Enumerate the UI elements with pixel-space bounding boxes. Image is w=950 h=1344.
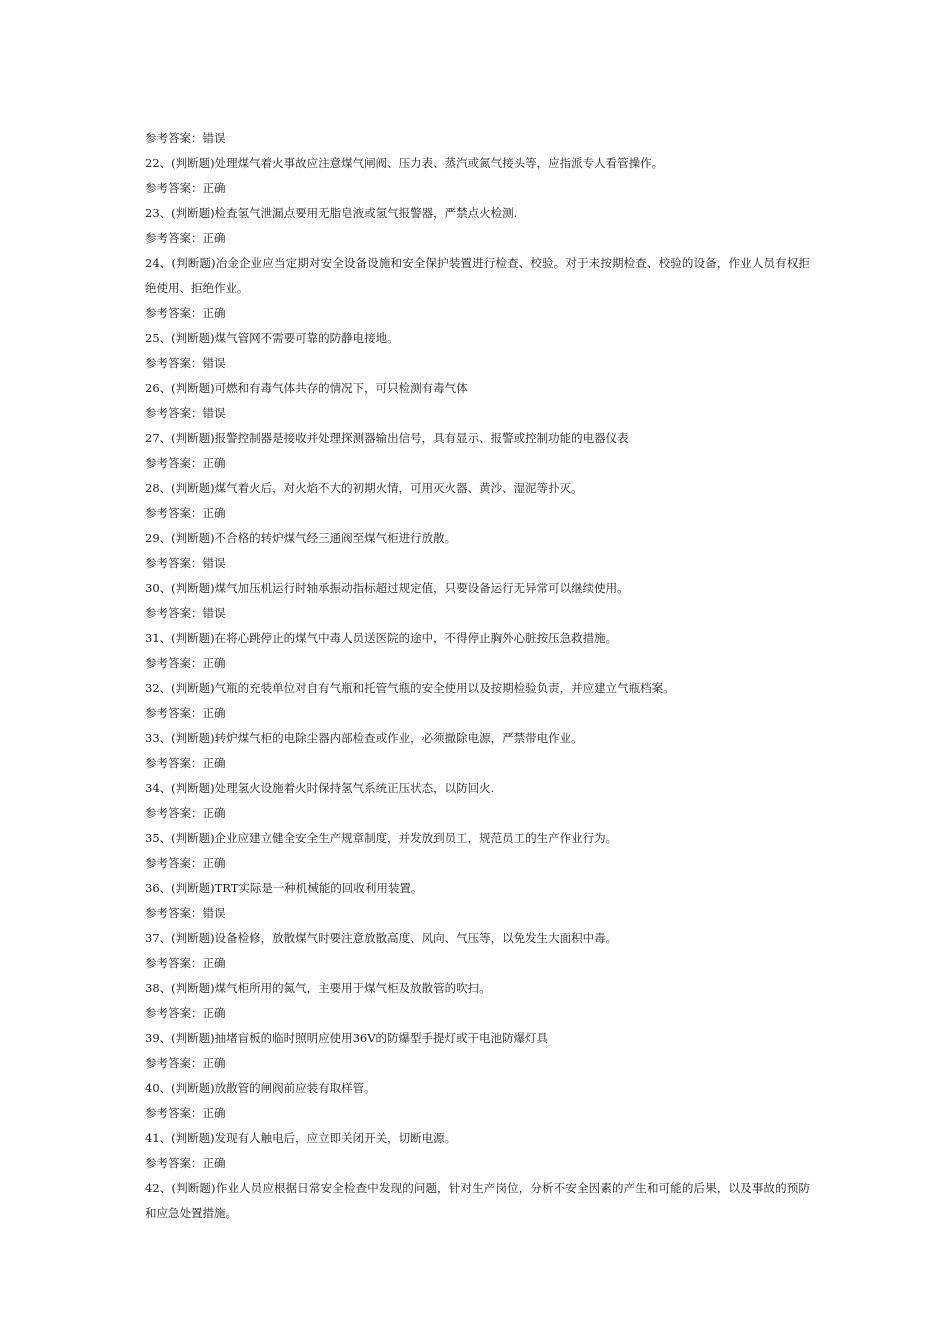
answer-line: 参考答案：错误 <box>145 131 226 145</box>
question-42: 42、(判断题)作业人员应根据日常安全检查中发现的问题，针对生产岗位，分析不安全因素的产生和可能的后果，以及事故的预防和应急处置措施。 <box>145 1181 810 1220</box>
answer-37: 参考答案：正确 <box>145 956 226 970</box>
question-23: 23、(判断题)检查氢气泄漏点要用无脂皂液或氢气报警器，严禁点火检测. <box>145 206 518 220</box>
answer-28: 参考答案：正确 <box>145 506 226 520</box>
answer-31: 参考答案：正确 <box>145 656 226 670</box>
question-38: 38、(判断题)煤气柜所用的氮气，主要用于煤气柜及放散管的吹扫。 <box>145 981 491 995</box>
answer-40: 参考答案：正确 <box>145 1106 226 1120</box>
answer-32: 参考答案：正确 <box>145 706 226 720</box>
answer-24: 参考答案：正确 <box>145 306 226 320</box>
question-24: 24、(判断题)冶金企业应当定期对安全设备设施和安全保护装置进行检查、校验。对于未按期检查、校验的设备，作业人员有权拒绝使用、拒绝作业。 <box>145 256 810 295</box>
question-34: 34、(判断题)处理氢火设施着火时保持氢气系统正压状态，以防回火. <box>145 781 495 795</box>
question-30: 30、(判断题)煤气加压机运行时轴承振动指标超过规定值，只要设备运行无异常可以继续使用。 <box>145 581 629 595</box>
question-31: 31、(判断题)在将心跳停止的煤气中毒人员送医院的途中，不得停止胸外心脏按压急救措施。 <box>145 631 618 645</box>
question-28: 28、(判断题)煤气着火后，对火焰不大的初期火情，可用灭火器、黄沙、湿泥等扑灭。 <box>145 481 583 495</box>
answer-27: 参考答案：正确 <box>145 456 226 470</box>
question-29: 29、(判断题)不合格的转炉煤气经三通阀至煤气柜进行放散。 <box>145 531 457 545</box>
answer-35: 参考答案：正确 <box>145 856 226 870</box>
answer-25: 参考答案：错误 <box>145 356 226 370</box>
answer-41: 参考答案：正确 <box>145 1156 226 1170</box>
answer-33: 参考答案：正确 <box>145 756 226 770</box>
question-26: 26、(判断题)可燃和有毒气体共存的情况下，可只检测有毒气体 <box>145 381 468 395</box>
answer-29: 参考答案：错误 <box>145 556 226 570</box>
question-35: 35、(判断题)企业应建立健全安全生产规章制度，并发放到员工，规范员工的生产作业行为。 <box>145 831 618 845</box>
question-27: 27、(判断题)报警控制器是接收并处理探测器输出信号，具有显示、报警或控制功能的电器仪表 <box>145 431 629 445</box>
answer-23: 参考答案：正确 <box>145 231 226 245</box>
question-32: 32、(判断题)气瓶的充装单位对自有气瓶和托管气瓶的安全使用以及按期检验负责，并应建立气瓶档案。 <box>145 681 675 695</box>
answer-38: 参考答案：正确 <box>145 1006 226 1020</box>
answer-26: 参考答案：错误 <box>145 406 226 420</box>
answer-22: 参考答案：正确 <box>145 181 226 195</box>
question-39: 39、(判断题)抽堵盲板的临时照明应使用36V的防爆型手提灯或干电池防爆灯具 <box>145 1031 549 1045</box>
question-36: 36、(判断题)TRT实际是一种机械能的回收利用装置。 <box>145 881 423 895</box>
question-list <box>145 126 810 1226</box>
question-41: 41、(判断题)发现有人触电后，应立即关闭开关，切断电源。 <box>145 1131 457 1145</box>
answer-39: 参考答案：正确 <box>145 1056 226 1070</box>
question-25: 25、(判断题)煤气管网不需要可靠的防静电接地。 <box>145 331 399 345</box>
question-22: 22、(判断题)处理煤气着火事故应注意煤气闸阀、压力表、蒸汽或氮气接头等，应指派专人看管操作。 <box>145 156 664 170</box>
question-37: 37、(判断题)设备检修，放散煤气时要注意放散高度、风向、气压等，以免发生大面积中毒。 <box>145 931 618 945</box>
question-40: 40、(判断题)放散管的闸阀前应装有取样管。 <box>145 1081 376 1095</box>
answer-30: 参考答案：错误 <box>145 606 226 620</box>
answer-34: 参考答案：正确 <box>145 806 226 820</box>
answer-36: 参考答案：错误 <box>145 906 226 920</box>
question-33: 33、(判断题)转炉煤气柜的电除尘器内部检查或作业，必须撤除电源，严禁带电作业。 <box>145 731 583 745</box>
